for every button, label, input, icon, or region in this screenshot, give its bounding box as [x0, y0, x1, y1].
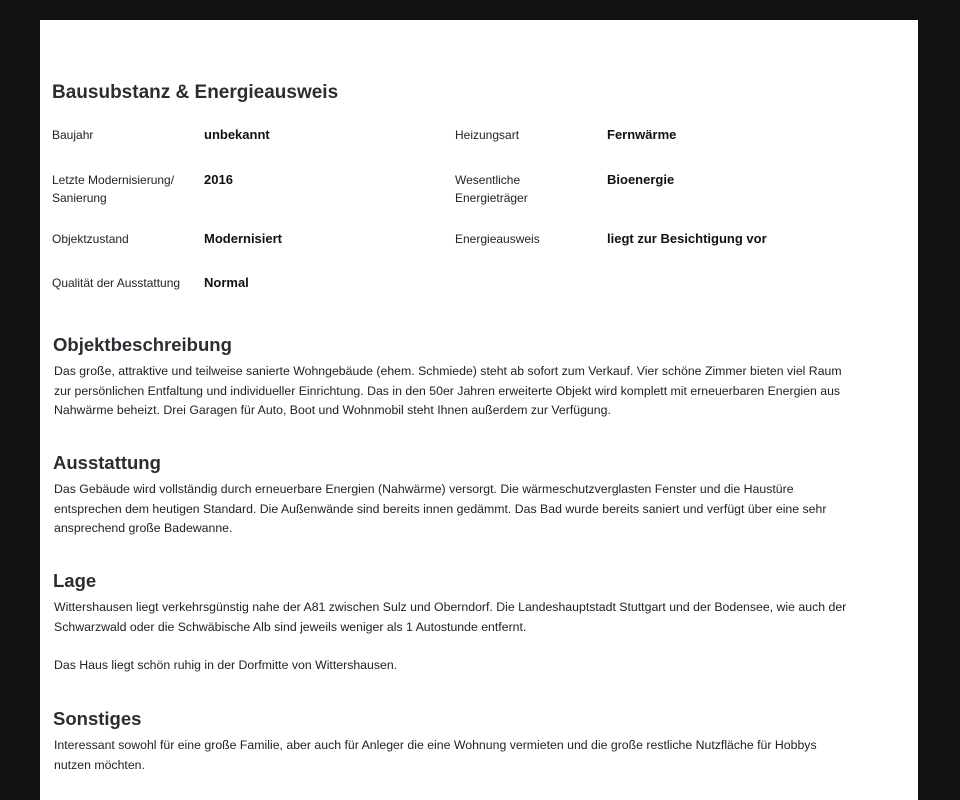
detail-value-baujahr: unbekannt [204, 127, 270, 142]
section-heading-lage: Lage [53, 570, 97, 591]
detail-value-energietraeger: Bioenergie [607, 172, 675, 187]
section-heading-sonstiges: Sonstiges [53, 708, 142, 729]
section-text-sonstiges: Interessant sowohl für eine große Familie, aber auch für Anleger die eine Wohnung vermieten und die große restliche Nutzfläche für Hobbys nutzen möchten. [54, 738, 817, 772]
detail-label-modernisierung: Letzte Modernisierung/ Sanierung [52, 173, 175, 205]
detail-label-heizungsart: Heizungsart [455, 128, 520, 142]
detail-value-heizungsart: Fernwärme [607, 127, 677, 142]
detail-label-ausstattung: Qualität der Ausstattung [52, 276, 181, 290]
document-page [40, 20, 918, 800]
section-text-objektbeschreibung: Das große, attraktive und teilweise sanierte Wohngebäude (ehem. Schmiede) steht ab sofort zum Verkauf. Vier schöne Zimmer bieten viel Raum zur persönlichen Entfaltung und individueller Einrichtung. Das in den 50er Jahren erweiterte Objekt wird komplett mit erneuerbaren Energien aus Nahwärme beheizt. Drei Garagen für Auto, Boot und Wohnmobil steht Ihnen außerdem zur Verfügung. [54, 364, 842, 417]
section-heading-ausstattung: Ausstattung [53, 452, 161, 473]
section-text-lage: Wittershausen liegt verkehrsgünstig nahe der A81 zwischen Sulz und Oberndorf. Die Landeshauptstadt Stuttgart und der Bodensee, wie auch der Schwarzwald oder die Schwäbische Alb sind jeweils weniger als 1 Autostunde entfernt. [54, 600, 847, 634]
detail-value-modernisierung: 2016 [204, 172, 233, 187]
page-title: Bausubstanz & Energieausweis [52, 82, 339, 103]
detail-label-energieausweis: Energieausweis [455, 232, 540, 246]
detail-label-energietraeger: Wesentliche Energieträger [455, 173, 528, 205]
detail-label-objektzustand: Objektzustand [52, 232, 129, 246]
section-heading-objektbeschreibung: Objektbeschreibung [53, 334, 232, 355]
section-text-ausstattung: Das Gebäude wird vollständig durch erneuerbare Energien (Nahwärme) versorgt. Die wärmeschutzverglasten Fenster und die Haustüre entsprechen dem heutigen Standard. Die Außenwände sind bereits innen gedämmt. Das Bad wurde bereits saniert und verfügt über eine sehr ansprechend große Badewanne. [54, 482, 827, 535]
detail-value-energieausweis: liegt zur Besichtigung vor [607, 231, 767, 246]
detail-label-baujahr: Baujahr [52, 128, 94, 142]
detail-value-objektzustand: Modernisiert [204, 231, 283, 246]
detail-value-ausstattung: Normal [204, 275, 249, 290]
section-text-lage-2: Das Haus liegt schön ruhig in der Dorfmitte von Wittershausen. [54, 658, 398, 672]
